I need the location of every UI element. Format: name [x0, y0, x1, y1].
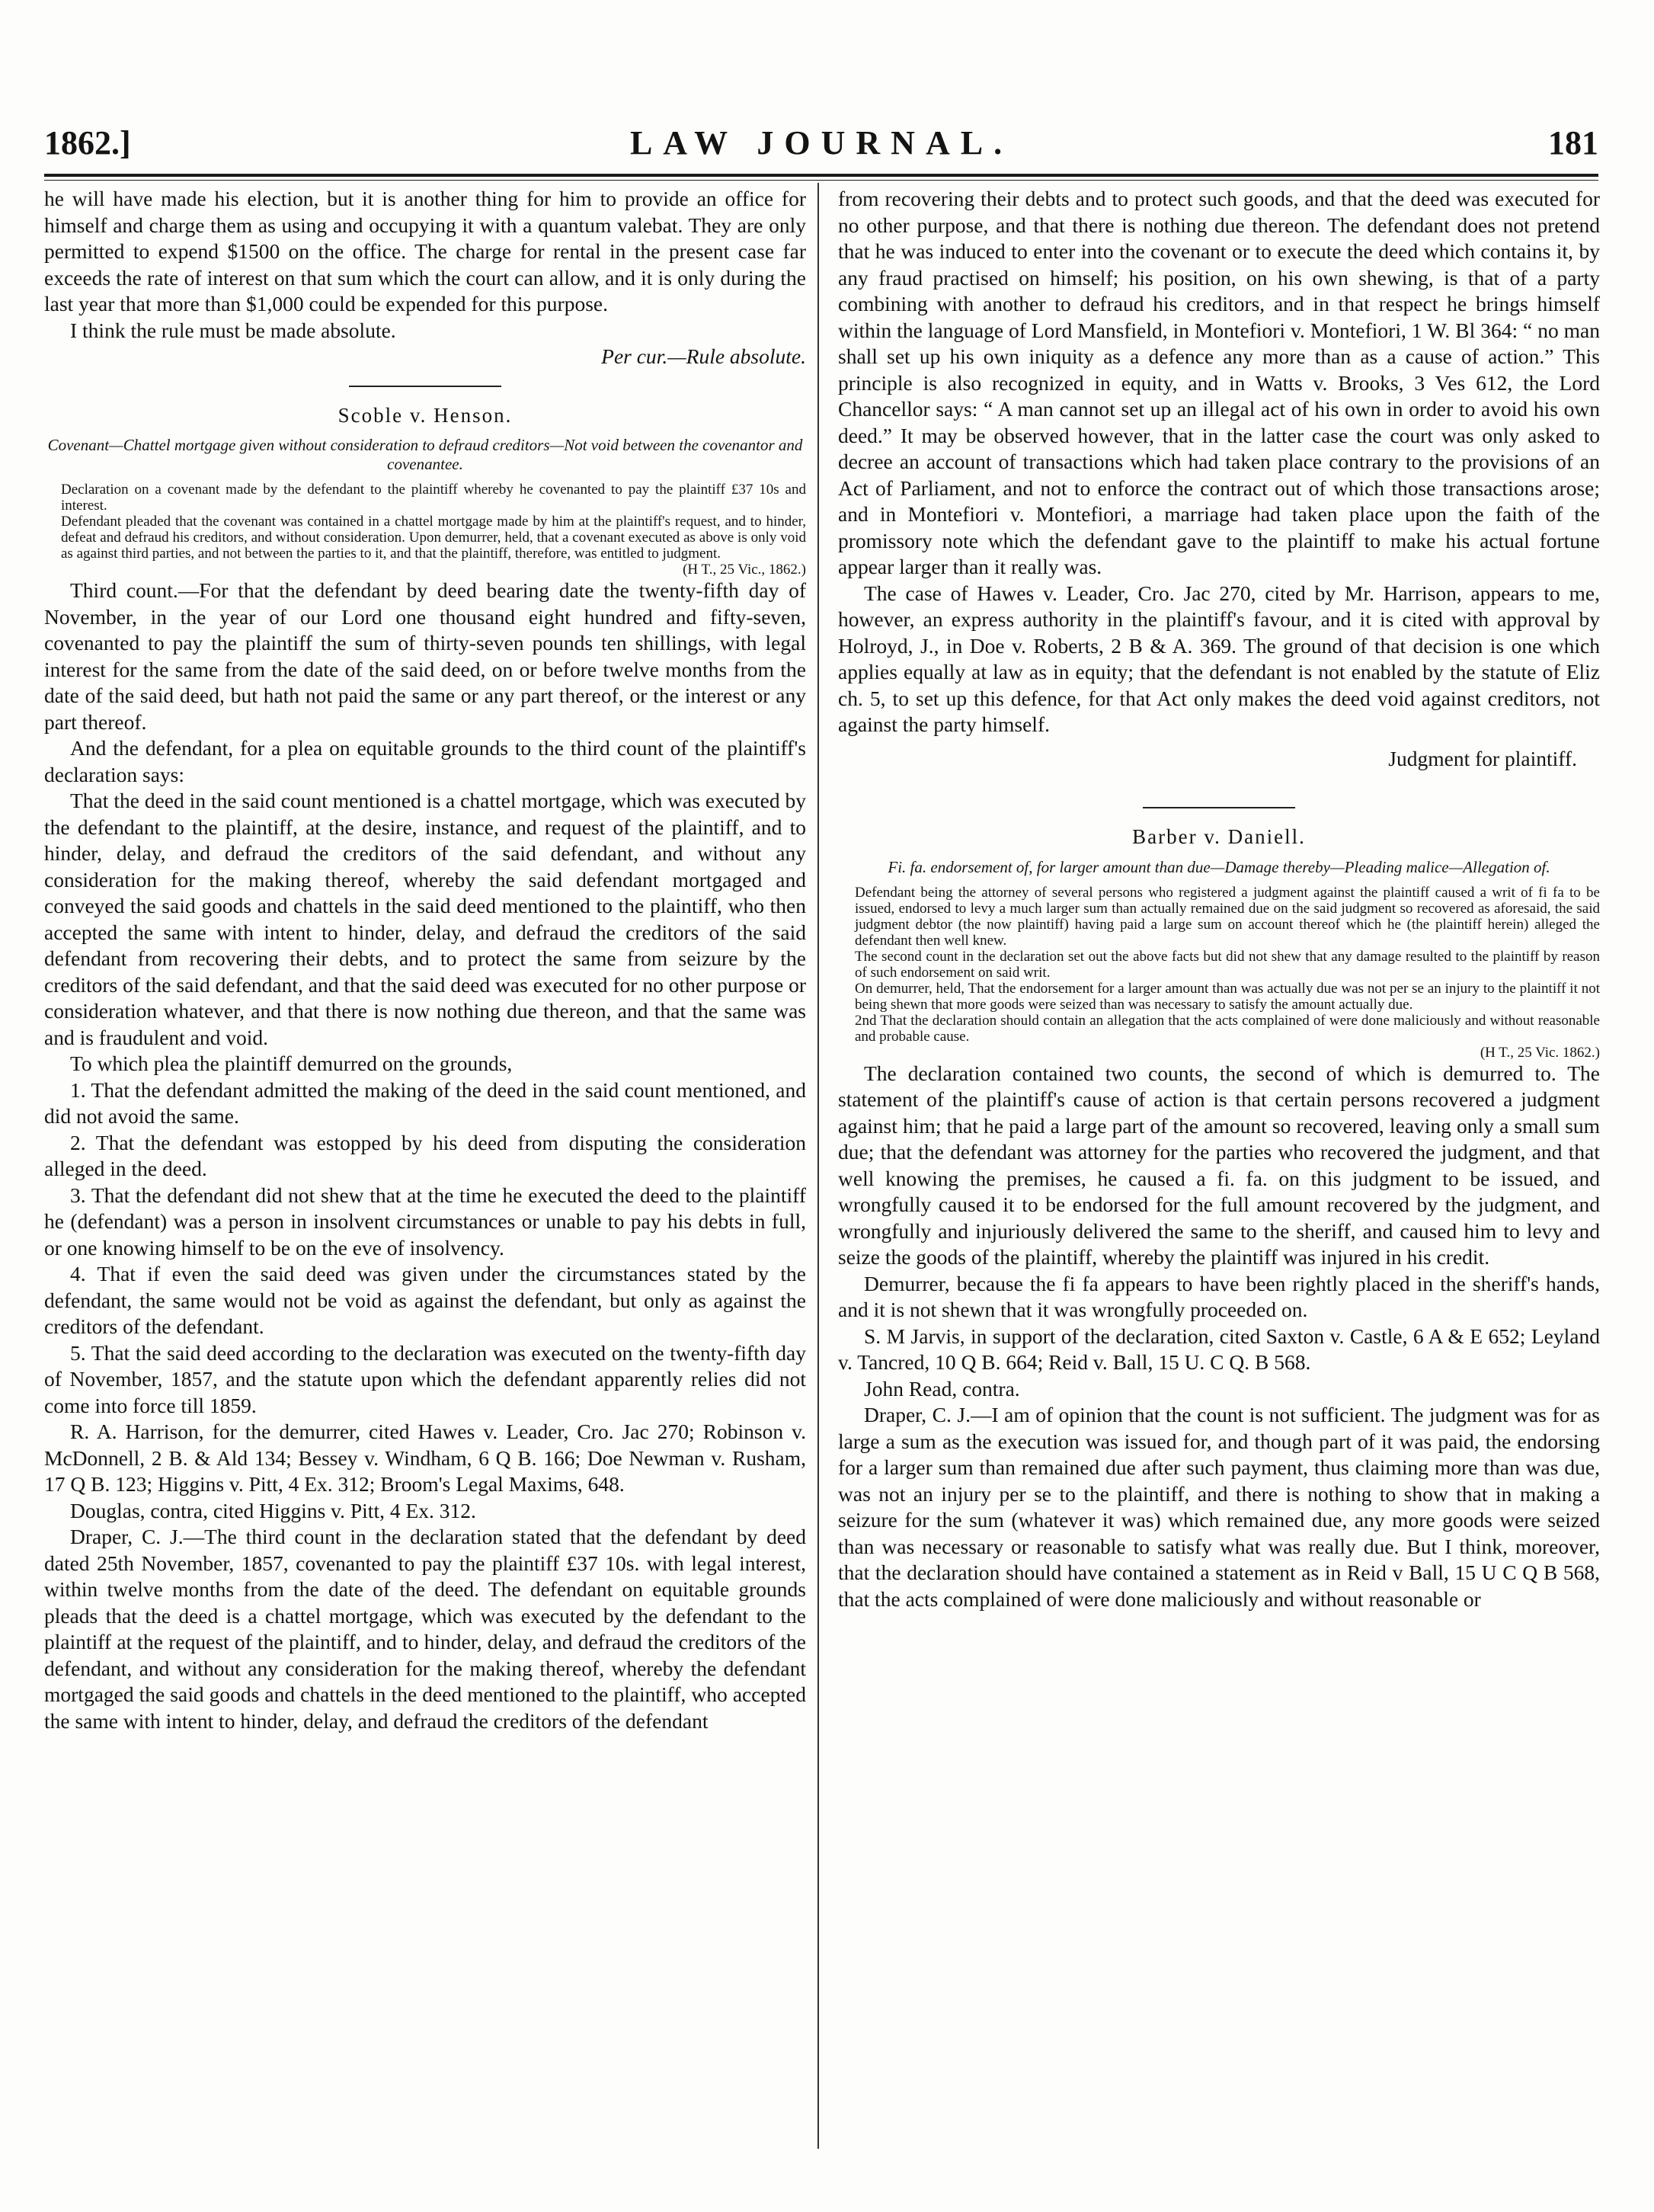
header-rule-thin [44, 180, 1598, 181]
syllabus-item: Defendant being the attorney of several persons who registered a judgment against the plaintiff caused a writ of fi fa to be issued, endorsed to levy a much larger sum than actually remained due on the said judgment so recovered as aforesaid, the said judgment debtor (the now plaintiff) having paid a large sum on account thereof which he (the plaintiff herein) alleged the defendant then well knew. [855, 884, 1600, 949]
running-head [44, 123, 1598, 169]
case-title-scoble: Scoble v. Henson. [338, 403, 513, 427]
syllabus-item: On demurrer, held, That the endorsement for a larger amount than was actually due was not per se an injury to the plaintiff it not being shewn that more goods were seized than was necessary to satisfy the amount actually due. [855, 980, 1600, 1013]
journal-title: LAW JOURNAL. [629, 124, 1013, 162]
judgment-line: Judgment for plaintiff. [1388, 746, 1577, 770]
rule-absolute-text: Per cur.—Rule absolute. [601, 344, 806, 368]
left-paragraph: To which plea the plaintiff demurred on the grounds, [70, 1052, 513, 1075]
case-title-barber: Barber v. Daniell. [1132, 825, 1306, 848]
left-paragraph: Draper, C. J.—The third count in the declaration stated that the defendant by deed dated 25th November, 1857, covenanted to pay the plaintiff £37 10s. with legal interest, within twelve months from the date of the deed. The defendant on equitable grounds pleads that the deed is a chattel mortgage, which was executed by the defendant to the plaintiff at the request of the plaintiff, and to hinder, delay, and defraud the creditors of the defendant, and without any consideration for the making thereof, whereby the defendant mortgaged the said goods and chattels in the deed mentioned to the plaintiff, who accepted the same with intent to hinder, delay, and defraud the creditors of the defendant [44, 1525, 806, 1733]
left-paragraph: Third count.—For that the defendant by deed bearing date the twenty-fifth day of November, in the year of our Lord one thousand eight hundred and fifty-seven, covenanted to pay the plaintiff the sum of thirty-seven pounds ten shillings, with legal interest for the same from the date of the said deed, on or before twelve months from the date of the said deed, but hath not paid the same or any part thereof, or the interest or any part thereof. [44, 578, 806, 734]
left-paragraph: And the defendant, for a plea on equitable grounds to the third count of the plaintiff's declaration says: [44, 736, 806, 786]
left-paragraph: 2. That the defendant was estopped by his deed from disputing the consideration alleged in the deed. [44, 1130, 806, 1180]
header-year: 1862.] [44, 124, 131, 162]
header-rule-thick [44, 174, 1598, 177]
syllabus-item: The second count in the declaration set out the above facts but did not shew that any damage resulted to the plaintiff by reason of such endorsement on said writ. [855, 948, 1600, 981]
left-paragraph: That the deed in the said count mentioned is a chattel mortgage, which was executed by the defendant to the plaintiff, at the desire, instance, and request of the plaintiff, and to hinder, delay, and defraud the creditors of the said defendant, and without any consideration for the making thereof, whereby the said defendant mortgaged and conveyed the said goods and chattels in the said deed mentioned to the plaintiff, who then accepted the same with intent to hinder, delay, and defraud the creditors of the said defendant from recovering their debts, and to protect the same from seizure by the creditors of the said defendant, and that the said deed was executed for no other purpose or consideration whatever, and that there is now nothing due thereon, and that the same was and is fraudulent and void. [44, 789, 806, 1049]
right-paragraph: S. M Jarvis, in support of the declaration, cited Saxton v. Castle, 6 A & E 652; Leyland v. Tancred, 10 Q B. 664; Reid v. Ball, 15 U. C Q. B 568. [838, 1324, 1600, 1374]
syllabus-item: 2nd That the declaration should contain an allegation that the acts complained of were done maliciously and without reasonable and probable cause. [855, 1012, 1600, 1045]
left-paragraph: 5. That the said deed according to the declaration was executed on the twenty-fifth day of November, 1857, and the statute upon which the defendant apparently relies did not come into force till 1859. [44, 1340, 806, 1417]
left-paragraph: I think the rule must be made absolute. [70, 318, 396, 342]
left-paragraph: 1. That the defendant admitted the making of the deed in the said count mentioned, and did not avoid the same. [44, 1077, 806, 1128]
page-number: 181 [1548, 124, 1598, 162]
headnote-barber: Fi. fa. endorsement of, for larger amount than due—Damage thereby—Pleading malice—Allegation of. [888, 857, 1550, 876]
left-paragraph: he will have made his election, but it is another thing for him to provide an office for himself and charge them as using and occupying it with a quantum valebat. They are only permitted to expend $1500 on the office. The charge for rental in the present case far exceeds the rate of interest on that sum which the court can allow, and it is only during the last year that more than $1,000 could be expended for this purpose. [44, 187, 806, 315]
right-paragraph: The declaration contained two counts, the second of which is demurred to. The statement of the plaintiff's cause of action is that certain persons recovered a judgment against him; that he paid a large part of the amount so recovered, leaving only a small sum due; that the defendant was attorney for the parties who recovered the judgment, and that well knowing the premises, he caused a fi. fa. on this judgment to be issued, and wrongfully caused it to be endorsed for the full amount recovered by the judgment, and wrongfully and injuriously delivered the same to the sheriff, and caused him to levy and seize the goods of the plaintiff, whereby the plaintiff was injured in his credit. [838, 1061, 1600, 1269]
right-paragraph: The case of Hawes v. Leader, Cro. Jac 270, cited by Mr. Harrison, appears to me, however, an express authority in the plaintiff's favour, and it is cited with approval by Holroyd, J., in Doe v. Roberts, 2 B & A. 369. The ground of that decision is one which applies equally at law as in equity; that the defendant is not enabled by the statute of Eliz ch. 5, to set up this defence, for that Act only makes the deed void against creditors, not against the party himself. [838, 581, 1600, 736]
left-paragraph: 3. That the defendant did not shew that at the time he executed the deed to the plaintiff he (defendant) was a person in insolvent circumstances or unable to pay his debts in full, or one knowing himself to be on the eve of insolvency. [44, 1183, 806, 1260]
left-paragraph: 4. That if even the said deed was given under the circumstances stated by the defendant, the same would not be void as against the defendant, but only as against the creditors of the defendant. [44, 1262, 806, 1338]
right-paragraph: from recovering their debts and to protect such goods, and that the deed was executed for no other purpose, and that there is nothing due thereon. The defendant does not pretend that he was induced to enter into the covenant or to execute the deed which contains it, by any fraud practised on himself; his position, on his own shewing, is that of a party combining with another to defraud his creditors, and in that respect he brings himself within the language of Lord Mansfield, in Montefiori v. Montefiori, 1 W. Bl 364: “ no man shall set up his own iniquity as a defence any more than as a cause of action.” This principle is also recognized in equity, and in Watts v. Brooks, 3 Ves 612, the Lord Chancellor says: “ A man cannot set up an illegal act of his own in order to avoid his own deed.” It may be observed however, that in the latter case the court was only asked to decree an account of transactions which had taken place contrary to the provisions of an Act of Parliament, and not to enforce the contract out of which those transactions arose; and in Montefiori v. Montefiori, a marriage had taken place upon the faith of the promissory note which the defendant gave to the plaintiff to make his actual fortune appear larger than it really was. [838, 187, 1600, 578]
headnote-scoble: Covenant—Chattel mortgage given without consideration to defraud creditors—Not void between the covenantor and covenantee. [47, 436, 803, 473]
syllabus-citation: (H T., 25 Vic., 1862.) [683, 562, 806, 578]
right-paragraph: John Read, contra. [864, 1376, 1020, 1401]
left-column [44, 186, 806, 1734]
rule-absolute [44, 344, 806, 370]
syllabus-item: Declaration on a covenant made by the defendant to the plaintiff whereby he covenanted to pay the plaintiff £37 10s and interest. [61, 482, 806, 514]
column-divider [817, 183, 819, 2149]
left-paragraph: R. A. Harrison, for the demurrer, cited Hawes v. Leader, Cro. Jac 270; Robinson v. McDonnell, 2 B. & Ald 134; Bessey v. Windham, 6 Q B. 166; Doe Newman v. Rusham, 17 Q B. 123; Higgins v. Pitt, 4 Ex. 312; Broom's Legal Maxims, 648. [44, 1420, 806, 1496]
syllabus-item: Defendant pleaded that the covenant was contained in a chattel mortgage made by him at the plaintiff's request, and to hinder, defeat and defraud his creditors, and without consideration. Upon demurrer, held, that a covenant executed as above is only void as against third parties, and not between the parties to it, and that the plaintiff, therefore, was entitled to judgment. [61, 514, 806, 562]
right-paragraph: Demurrer, because the fi fa appears to have been rightly placed in the sheriff's hands, and it is not shewn that it was wrongfully proceeded on. [838, 1271, 1600, 1321]
right-paragraph: Draper, C. J.—I am of opinion that the count is not sufficient. The judgment was for as large a sum as the execution was issued for, and though part of it was paid, the endorsing for a larger sum than remained due after such payment, thus claiming more than was due, was not an injury per se to the plaintiff, and there is nothing to show that in making a seizure for the sum (whatever it was) which remained due, any more goods were seized than was necessary or reasonable to satisfy what was really due. But I think, moreover, that the declaration should have contained a statement as in Reid v Ball, 15 U C Q B 568, that the acts complained of were done maliciously and without reasonable or [838, 1403, 1600, 1611]
left-paragraph: Douglas, contra, cited Higgins v. Pitt, 4 Ex. 312. [70, 1498, 476, 1522]
right-column [838, 186, 1600, 1612]
syllabus-citation: (H T., 25 Vic. 1862.) [1480, 1044, 1600, 1061]
